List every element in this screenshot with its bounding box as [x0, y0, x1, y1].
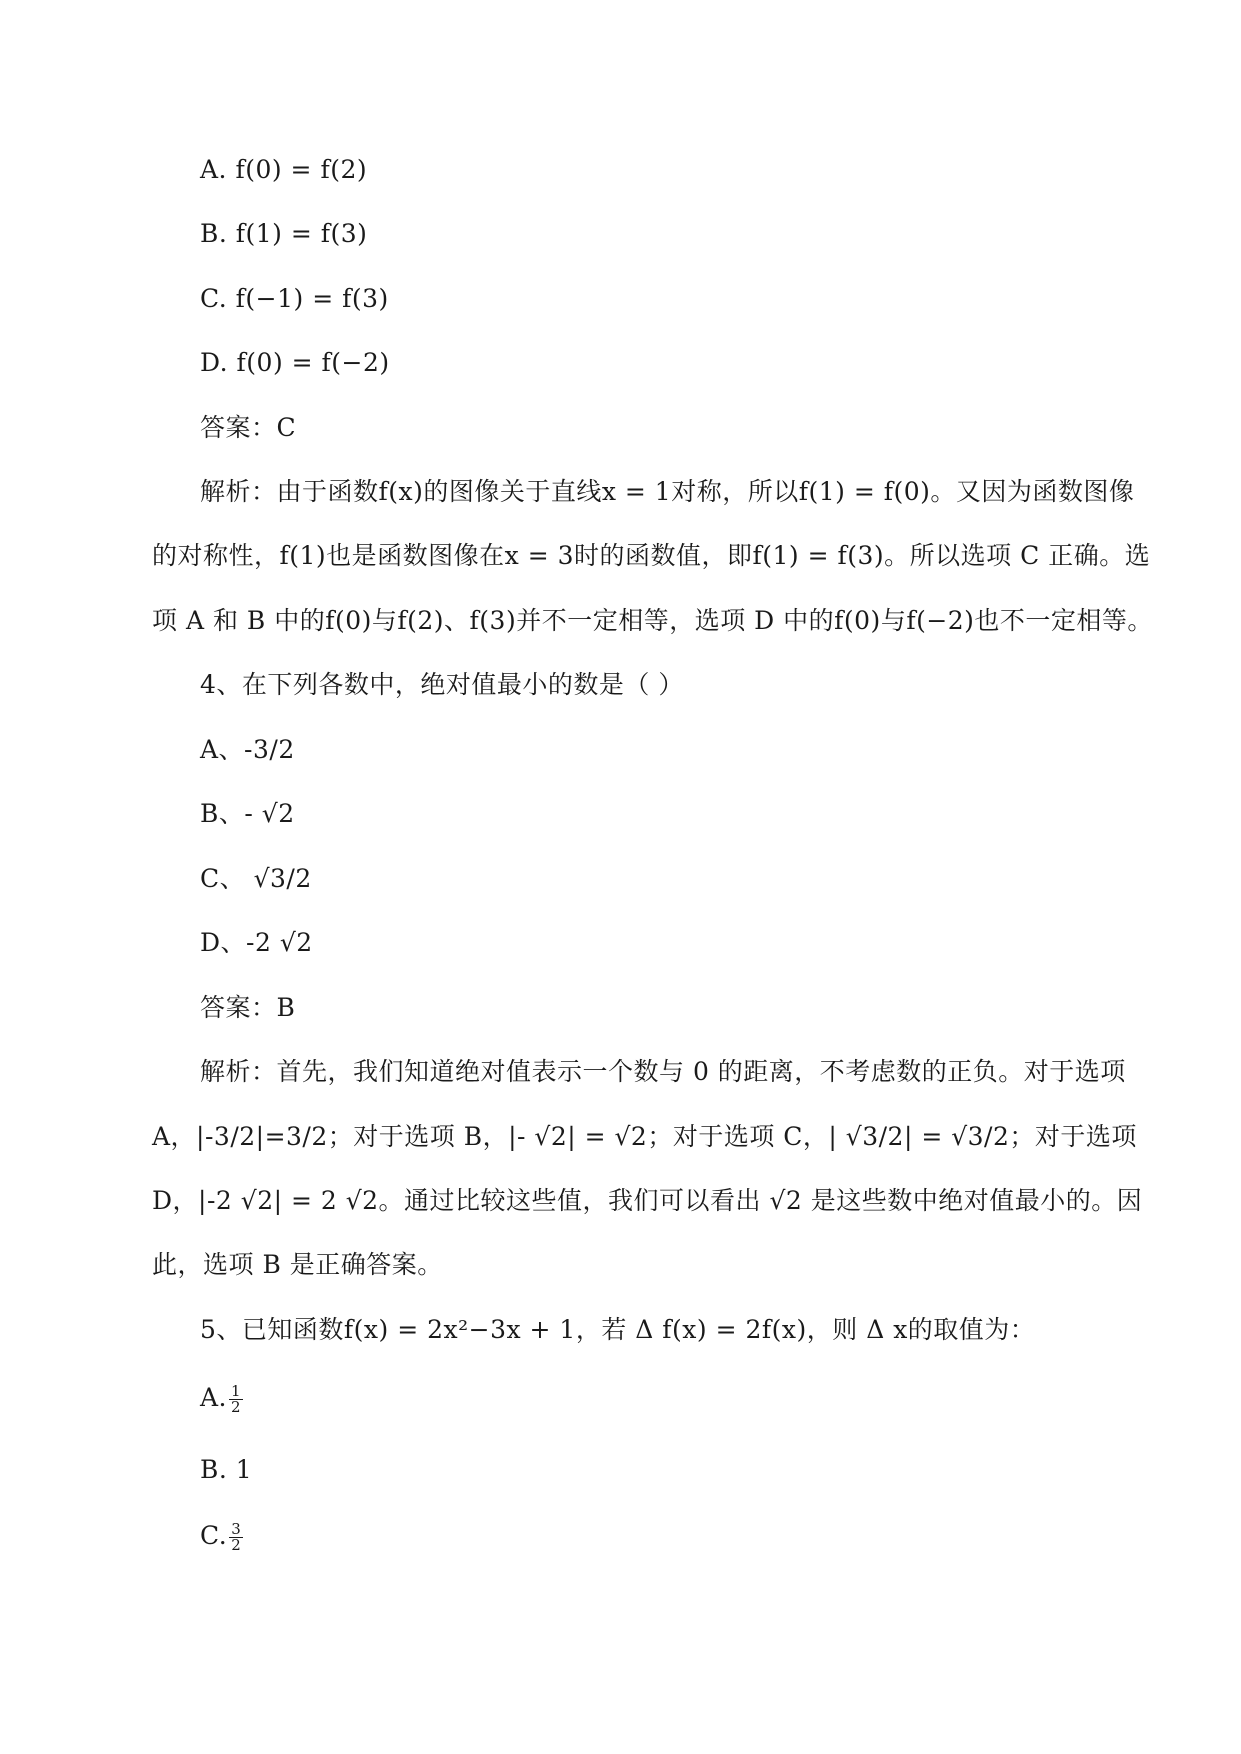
q4-option-a: A、-3/2: [200, 735, 295, 764]
q5-option-a: [200, 1382, 243, 1415]
q4-explanation-line-3: D，|-2 √2| = 2 √2。通过比较这些值，我们可以看出 √2 是这些数中绝对值最小的。因: [152, 1186, 1143, 1215]
q3-option-b: B. f(1) = f(3): [200, 219, 368, 248]
q3-answer: 答案：C: [200, 413, 297, 442]
q4-explanation-line-2: A，|-3/2|=3/2；对于选项 B，|- √2| = √2；对于选项 C，| √3/2| = √3/2；对于选项: [152, 1122, 1137, 1151]
q4-option-b: B、- √2: [200, 799, 295, 828]
q4-explanation-line-1: 解析：首先，我们知道绝对值表示一个数与 0 的距离，不考虑数的正负。对于选项: [200, 1057, 1126, 1086]
q3-explanation-line-1: 解析：由于函数f(x)的图像关于直线x = 1对称，所以f(1) = f(0)。又因为函数图像: [200, 477, 1135, 506]
fraction: [229, 1522, 243, 1553]
fraction: [229, 1384, 243, 1415]
q4-option-c: C、 √3/2: [200, 864, 312, 893]
q3-option-d: D. f(0) = f(−2): [200, 348, 390, 377]
q5-option-c: [200, 1520, 243, 1553]
fraction-denominator: 2: [231, 1536, 242, 1554]
q4-question: 4、在下列各数中，绝对值最小的数是（ ）: [200, 670, 684, 699]
q4-answer: 答案：B: [200, 993, 296, 1022]
q3-explanation-line-2: 的对称性，f(1)也是函数图像在x = 3时的函数值，即f(1) = f(3)。所以选项 C 正确。选: [152, 541, 1151, 570]
fraction-numerator: 1: [231, 1382, 242, 1400]
q4-explanation-line-4: 此，选项 B 是正确答案。: [152, 1250, 443, 1279]
q3-explanation-line-3: 项 A 和 B 中的f(0)与f(2)、f(3)并不一定相等，选项 D 中的f(0)与f(−2)也不一定相等。: [152, 606, 1153, 635]
q3-option-c: C. f(−1) = f(3): [200, 284, 389, 313]
fraction-numerator: 3: [231, 1520, 242, 1538]
q5-question: 5、已知函数f(x) = 2x²−3x + 1，若 Δ f(x) = 2f(x)，则 Δ x的取值为：: [200, 1315, 1036, 1344]
q4-option-d: D、-2 √2: [200, 928, 313, 957]
q5-option-a-prefix: A.: [200, 1383, 228, 1412]
q5-option-c-prefix: C.: [200, 1521, 228, 1550]
q5-option-b: B. 1: [200, 1455, 253, 1484]
q3-option-a: A. f(0) = f(2): [200, 155, 368, 184]
fraction-denominator: 2: [231, 1398, 242, 1416]
